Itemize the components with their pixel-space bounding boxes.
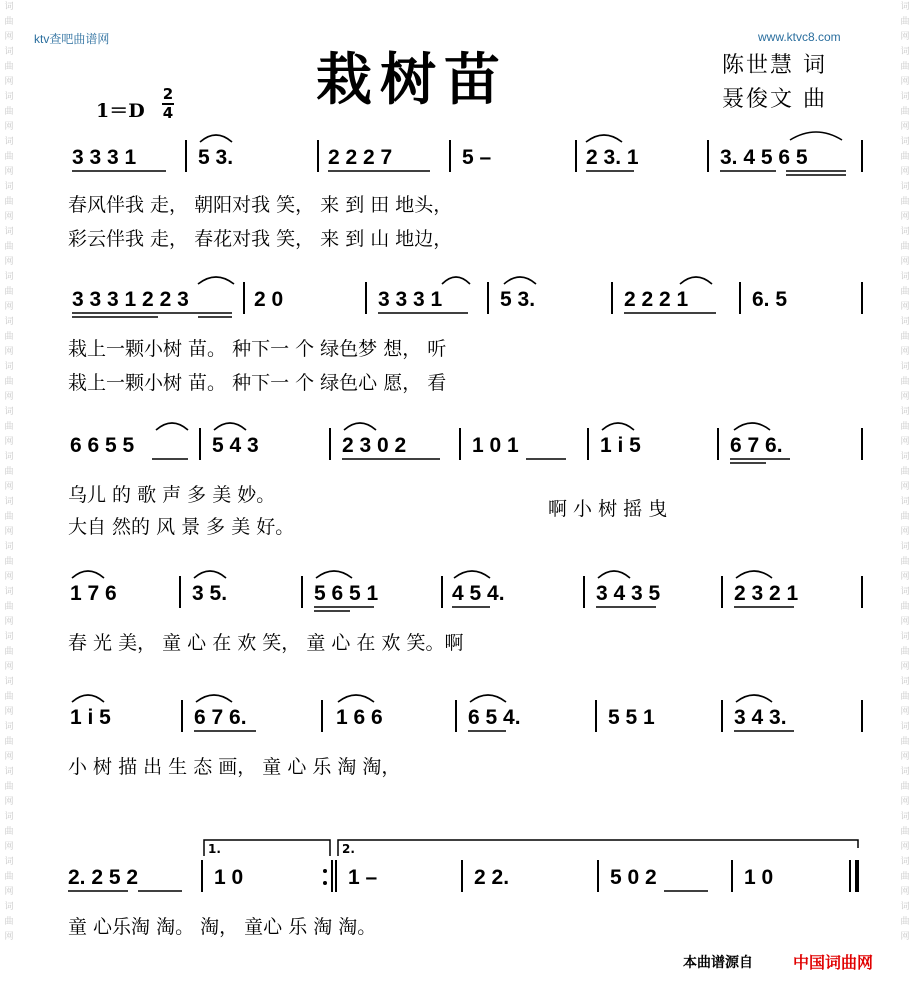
volta-2-bracket bbox=[338, 840, 858, 856]
measure-notes: 2 3 2 1 bbox=[734, 582, 799, 605]
site-url-right: www.ktvc8.com bbox=[758, 30, 841, 44]
measure-notes: 2 2. bbox=[474, 866, 510, 889]
measure-notes: 3 4 3 5 bbox=[596, 582, 661, 605]
slur bbox=[734, 423, 770, 430]
measure-notes: 2. 2 5 2 bbox=[68, 866, 139, 889]
measure-notes: 5 3. bbox=[198, 146, 234, 169]
measure-notes: 2 2 2 1 bbox=[624, 288, 689, 311]
repeat-dot bbox=[323, 869, 327, 873]
measure-notes: 1 i 5 bbox=[600, 434, 641, 457]
edge-watermark-left: 词曲网词曲网词曲网词曲网词曲网词曲网词曲网词曲网词曲网词曲网词曲网词曲网词曲网词曲网词曲网词曲网词曲网词曲网词曲网词曲网词曲网 bbox=[4, 2, 14, 942]
slur bbox=[470, 695, 506, 702]
slur bbox=[736, 571, 772, 578]
lyric-refrain: 啊 小 树 摇 曳 bbox=[548, 498, 668, 520]
measure-notes: 6. 5 bbox=[752, 288, 788, 311]
slur bbox=[442, 277, 470, 284]
measure-notes: 4 5 4. bbox=[452, 582, 505, 605]
measure-notes: 3 3 3 1 bbox=[72, 146, 137, 169]
slur bbox=[344, 423, 376, 430]
lyric-line: 春 光 美， 童 心 在 欢 笑， 童 心 在 欢 笑。啊 bbox=[68, 632, 464, 654]
volta-1-bracket bbox=[204, 840, 330, 856]
lyric-verse-1: 栽上一颗小树 苗。 种下一 个 绿色梦 想， 听 bbox=[68, 338, 447, 360]
source-label: 本曲谱源自 bbox=[683, 955, 753, 971]
slur bbox=[316, 571, 352, 578]
lyric-line: 小 树 描 出 生 态 画， 童 心 乐 淘 淘， bbox=[68, 756, 401, 778]
measure-notes: 2 2 2 7 bbox=[328, 146, 393, 169]
measure-notes: 5 – bbox=[462, 146, 492, 169]
repeat-dot bbox=[323, 881, 327, 885]
measure-notes: 5 4 3 bbox=[212, 434, 259, 457]
slur bbox=[72, 571, 104, 578]
slur bbox=[214, 423, 246, 430]
slur bbox=[200, 135, 232, 142]
slur bbox=[680, 277, 712, 284]
site-label-left: ktv查吧曲谱网 bbox=[34, 32, 110, 46]
slur bbox=[338, 695, 374, 702]
lyric-verse-2: 大自 然的 风 景 多 美 好。 bbox=[68, 516, 295, 538]
time-signature-bottom: 4 bbox=[162, 104, 174, 122]
time-signature-top: 2 bbox=[162, 85, 174, 103]
measure-notes: 1 6 6 bbox=[336, 706, 383, 729]
song-title: 栽树苗 bbox=[316, 48, 508, 113]
slur bbox=[598, 571, 630, 578]
lyricist-credit: 陈世慧 词 bbox=[722, 53, 827, 78]
measure-notes: 3 3 3 1 bbox=[378, 288, 443, 311]
lyric-verse-1: 乌儿 的 歌 声 多 美 妙。 bbox=[68, 484, 276, 506]
slur bbox=[198, 277, 234, 284]
slur bbox=[504, 277, 536, 284]
measure-notes: 1 0 bbox=[214, 866, 244, 889]
measure-notes: 6 6 5 5 bbox=[70, 434, 135, 457]
slur bbox=[72, 695, 104, 702]
lyric-verse-1: 春风伴我 走， 朝阳对我 笑， 来 到 田 地头， bbox=[68, 194, 453, 216]
measure-notes: 1 0 bbox=[744, 866, 774, 889]
measure-notes: 1 0 1 bbox=[472, 434, 519, 457]
measure-notes: 1 i 5 bbox=[70, 706, 111, 729]
slur bbox=[602, 423, 634, 430]
lyric-line: 童 心乐淘 淘。 淘， 童心 乐 淘 淘。 bbox=[68, 916, 377, 938]
lyric-verse-2: 彩云伴我 走， 春花对我 笑， 来 到 山 地边， bbox=[68, 228, 453, 250]
measure-notes: 6 5 4. bbox=[468, 706, 521, 729]
slur bbox=[156, 423, 188, 430]
volta-1-label: 1. bbox=[208, 842, 221, 856]
slur bbox=[736, 695, 772, 702]
measure-notes: 2 3 0 2 bbox=[342, 434, 407, 457]
measure-notes: 2 3. 1 bbox=[586, 146, 639, 169]
measure-notes: 1 – bbox=[348, 866, 378, 889]
source-site-link[interactable]: 中国词曲网 bbox=[793, 953, 874, 972]
slur bbox=[586, 135, 622, 142]
lyric-verse-2: 栽上一颗小树 苗。 种下一 个 绿色心 愿， 看 bbox=[68, 372, 447, 394]
composer-credit: 聂俊文 曲 bbox=[722, 87, 827, 112]
slur bbox=[196, 695, 232, 702]
edge-watermark-right: 词曲网词曲网词曲网词曲网词曲网词曲网词曲网词曲网词曲网词曲网词曲网词曲网词曲网词曲网词曲网词曲网词曲网词曲网词曲网词曲网词曲网 bbox=[900, 2, 910, 942]
measure-notes: 5 0 2 bbox=[610, 866, 657, 889]
measure-notes: 1 7 6 bbox=[70, 582, 117, 605]
slur bbox=[790, 132, 842, 140]
slur bbox=[454, 571, 490, 578]
measure-notes: 5 6 5 1 bbox=[314, 582, 379, 605]
volta-2-label: 2. bbox=[342, 842, 355, 856]
measure-notes: 2 0 bbox=[254, 288, 284, 311]
measure-notes: 6 7 6. bbox=[194, 706, 247, 729]
measure-notes: 3 4 3. bbox=[734, 706, 787, 729]
measure-notes: 3 5. bbox=[192, 582, 228, 605]
measure-notes: 5 5 1 bbox=[608, 706, 655, 729]
measure-notes: 3 3 3 1 2 2 3 bbox=[72, 288, 189, 311]
key-signature: 1＝D bbox=[96, 100, 145, 122]
measure-notes: 3. 4 5 6 5 bbox=[720, 146, 808, 169]
slur bbox=[194, 571, 226, 578]
measure-notes: 5 3. bbox=[500, 288, 536, 311]
measure-notes: 6 7 6. bbox=[730, 434, 783, 457]
